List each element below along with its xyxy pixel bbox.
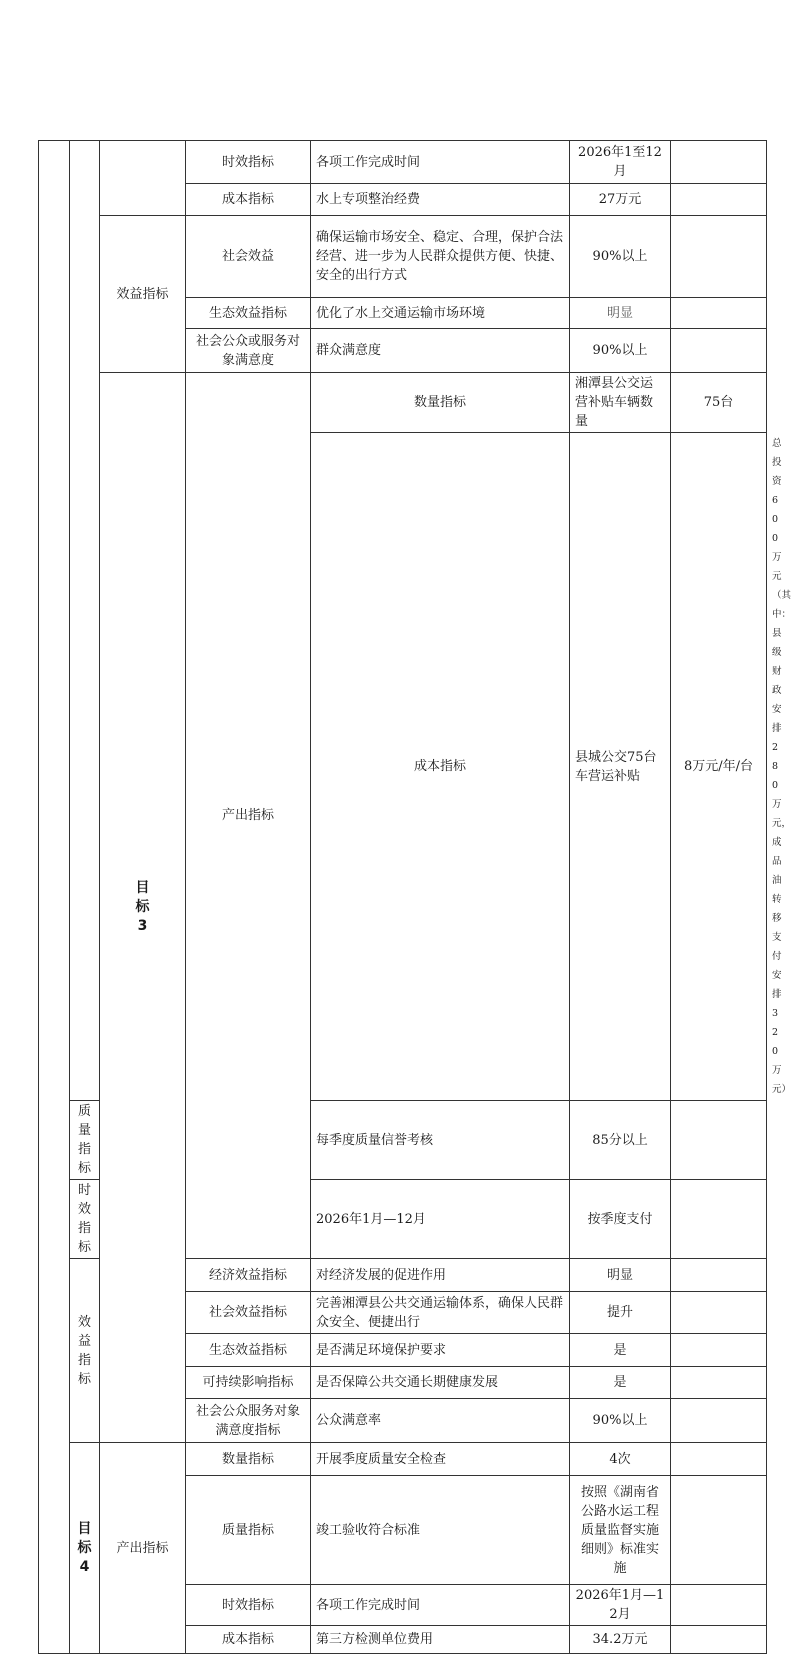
indicator-cell: 湘潭县公交运营补贴车辆数量 (570, 373, 671, 433)
value-cell: 8万元/年/台 (671, 433, 767, 1101)
note-cell (671, 1334, 767, 1367)
metric-cell: 时效指标 (186, 1585, 311, 1626)
metric-cell: 成本指标 (311, 433, 570, 1101)
value-cell: 75台 (671, 373, 767, 433)
table-row (39, 373, 767, 433)
note-cell (671, 1443, 767, 1476)
goal-3-label-char: 3 (137, 918, 148, 934)
metric-cell: 质量指标 (186, 1476, 311, 1585)
note-cell (671, 298, 767, 329)
value-cell: 90%以上 (570, 329, 671, 373)
value-cell: 是 (570, 1334, 671, 1367)
value-cell: 明显 (570, 298, 671, 329)
note-cell (671, 1101, 767, 1180)
value-cell: 85分以上 (570, 1101, 671, 1180)
table-row (39, 141, 767, 184)
value-cell: 4次 (570, 1443, 671, 1476)
indicator-cell: 竣工验收符合标准 (311, 1476, 570, 1585)
value-cell: 明显 (570, 1259, 671, 1292)
indicator-cell: 是否满足环境保护要求 (311, 1334, 570, 1367)
value-cell: 2026年1月—12月 (570, 1585, 671, 1626)
table-row (39, 216, 767, 298)
category-benefit-label: 效益指标 (100, 216, 186, 373)
value-cell: 90%以上 (570, 216, 671, 298)
note-cell (671, 329, 767, 373)
value-cell: 2026年1至12月 (570, 141, 671, 184)
metric-cell: 可持续影响指标 (186, 1367, 311, 1399)
indicator-cell: 群众满意度 (311, 329, 570, 373)
indicator-cell: 是否保障公共交通长期健康发展 (311, 1367, 570, 1399)
metric-cell: 质量指标 (70, 1101, 100, 1180)
category-output-label: 产出指标 (186, 373, 311, 1259)
metric-cell: 时效指标 (70, 1180, 100, 1259)
note-cell (671, 1259, 767, 1292)
indicator-cell: 第三方检测单位费用 (311, 1626, 570, 1654)
goal-4-label-char: 4 (79, 1558, 90, 1575)
goal-3-label-char: 标 (135, 899, 150, 915)
category-benefit-label: 效益指标 (70, 1259, 100, 1443)
value-cell: 90%以上 (570, 1399, 671, 1443)
metric-cell: 社会公众服务对象满意度指标 (186, 1399, 311, 1443)
indicator-cell: 县城公交75台车营运补贴 (570, 433, 671, 1101)
metric-cell: 社会效益 (186, 216, 311, 298)
indicator-cell: 每季度质量信誉考核 (311, 1101, 570, 1180)
note-cell (671, 1367, 767, 1399)
note-cell (671, 1626, 767, 1654)
value-cell: 是 (570, 1367, 671, 1399)
metric-cell: 成本指标 (186, 184, 311, 216)
note-cell (671, 1292, 767, 1334)
metric-cell: 生态效益指标 (186, 298, 311, 329)
metric-cell: 成本指标 (186, 1626, 311, 1654)
value-cell: 按季度支付 (570, 1180, 671, 1259)
indicator-cell: 完善湘潭县公共交通运输体系，确保人民群众安全、便捷出行 (311, 1292, 570, 1334)
indicator-cell: 确保运输市场安全、稳定、合理，保护合法经营、进一步为人民群众提供方便、快捷、安全的出行方式 (311, 216, 570, 298)
metric-cell: 经济效益指标 (186, 1259, 311, 1292)
metric-cell: 数量指标 (311, 373, 570, 433)
indicator-cell: 2026年1月—12月 (311, 1180, 570, 1259)
value-cell: 按照《湖南省公路水运工程质量监督实施细则》标准实施 (570, 1476, 671, 1585)
note-cell (671, 1476, 767, 1585)
value-cell: 27万元 (570, 184, 671, 216)
note-cell (671, 1399, 767, 1443)
value-cell: 34.2万元 (570, 1626, 671, 1654)
table-row (39, 1443, 767, 1476)
goal-prev-output-category-cell (100, 141, 186, 216)
outer-blank-cell (39, 141, 70, 1654)
indicator-cell: 公众满意率 (311, 1399, 570, 1443)
indicator-cell: 优化了水上交通运输市场环境 (311, 298, 570, 329)
goal-4-label (70, 1443, 100, 1654)
metric-cell: 生态效益指标 (186, 1334, 311, 1367)
note-cell (671, 1180, 767, 1259)
value-cell: 提升 (570, 1292, 671, 1334)
goal-3-label (100, 373, 186, 1443)
indicator-cell: 开展季度质量安全检查 (311, 1443, 570, 1476)
goal-4-label-char: 目 (77, 1520, 92, 1537)
indicator-cell: 各项工作完成时间 (311, 1585, 570, 1626)
note-cell (671, 141, 767, 184)
table-row: 成本指标 县城公交75台车营运补贴 8万元/年/台 总投资600万元（其中：县级财政安排280万元，成品油转移支付安排320万元） (39, 433, 767, 1101)
goal-prev-label-cell (70, 141, 100, 1101)
metric-cell: 社会公众或服务对象满意度 (186, 329, 311, 373)
note-cell (671, 216, 767, 298)
metric-cell: 数量指标 (186, 1443, 311, 1476)
note-cell (671, 184, 767, 216)
category-output-label: 产出指标 (100, 1443, 186, 1654)
goal-4-label-char: 标 (77, 1539, 92, 1556)
indicator-cell: 水上专项整治经费 (311, 184, 570, 216)
indicator-cell: 对经济发展的促进作用 (311, 1259, 570, 1292)
goal-3-label-char: 目 (135, 880, 150, 896)
performance-indicator-table (38, 140, 792, 1654)
note-cell (671, 1585, 767, 1626)
metric-cell: 社会效益指标 (186, 1292, 311, 1334)
metric-cell: 时效指标 (186, 141, 311, 184)
indicator-cell: 各项工作完成时间 (311, 141, 570, 184)
